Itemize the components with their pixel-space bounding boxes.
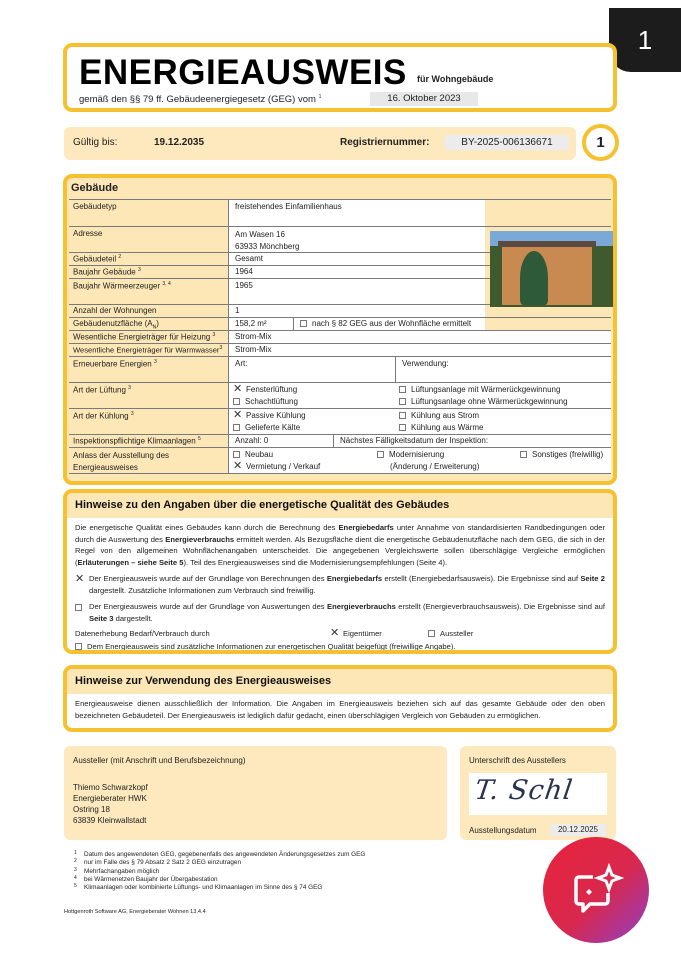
checkbox-icon bbox=[233, 398, 240, 405]
text: Energiebedarfs bbox=[338, 523, 394, 532]
text: Anlass der Ausstellung des bbox=[73, 451, 170, 460]
text: Der Energieausweis wurde auf der Grundlage von Berechnungen des bbox=[89, 574, 327, 583]
checkbox[interactable] bbox=[300, 320, 307, 327]
label bbox=[69, 448, 229, 473]
issuer-label: Aussteller (mit Anschrift und Berufsbezeichnung) bbox=[73, 756, 246, 765]
footnote-ref: 1 bbox=[318, 94, 322, 100]
checked-x-icon: ✕ bbox=[330, 627, 340, 639]
ventilation-options bbox=[229, 383, 611, 408]
row-building-type bbox=[69, 199, 611, 226]
text bbox=[576, 877, 608, 911]
option-issuer[interactable] bbox=[428, 628, 473, 640]
text: 5 bbox=[197, 436, 201, 442]
checkbox-icon bbox=[75, 643, 82, 650]
text: 3 bbox=[74, 866, 77, 873]
text: Energieverbrauchs bbox=[327, 602, 396, 611]
issuer-address bbox=[73, 782, 148, 826]
section-title: Hinweise zur Verwendung des Energieausweises bbox=[67, 669, 613, 694]
renewables-use: Verwendung: bbox=[396, 357, 611, 382]
text: Schachtlüftung bbox=[245, 397, 298, 406]
value: 1 bbox=[229, 305, 485, 317]
label bbox=[69, 357, 229, 382]
option-additional-info[interactable] bbox=[67, 641, 613, 654]
value: freistehendes Einfamilienhaus bbox=[229, 200, 485, 226]
page-indicator: 1 bbox=[582, 124, 619, 161]
label bbox=[69, 266, 229, 278]
text: 1 bbox=[74, 850, 77, 856]
checkbox-icon bbox=[520, 451, 527, 458]
text bbox=[586, 889, 592, 895]
signature-box bbox=[460, 746, 616, 840]
text: Vermietung / Verkauf bbox=[246, 462, 321, 471]
renewables-type: Art: bbox=[229, 357, 396, 382]
row-ventilation bbox=[69, 382, 611, 408]
checked-x-icon: ✕ bbox=[233, 460, 243, 472]
usage-text: Energieausweise dienen ausschließlich der Information. Die Angaben im Energieausweis beziehen sich auf das gesamte Gebäude oder den oben bezeichneten Gebäudeteil. Der Energieausweis ist lediglich dafür gedacht, einen überschlägigen Vergleich von Gebäuden zu ermöglichen. bbox=[75, 699, 605, 720]
signature-label: Unterschrift des Ausstellers bbox=[469, 756, 566, 765]
text: Baujahr Wärmeerzeuger bbox=[73, 281, 161, 291]
text: erstellt (Energiebedarfsausweis). Die Ergebnisse sind auf bbox=[382, 574, 581, 583]
text: Die energetische Qualität eines Gebäudes kann durch die Berechnung des bbox=[75, 523, 339, 532]
text: Ostring 18 bbox=[73, 805, 110, 814]
cooling-options bbox=[229, 409, 611, 434]
text: 3 bbox=[212, 332, 216, 338]
building-photo bbox=[490, 231, 615, 307]
label: Datenerhebung Bedarf/Verbrauch durch bbox=[75, 629, 210, 638]
text: Fensterlüftung bbox=[246, 385, 298, 394]
law-reference bbox=[79, 94, 321, 105]
text: 4 bbox=[74, 874, 77, 881]
text: 3 bbox=[153, 359, 157, 365]
label bbox=[69, 409, 229, 434]
row-renewables bbox=[69, 356, 611, 382]
checkbox-icon bbox=[233, 424, 240, 431]
checkbox-icon bbox=[233, 451, 240, 458]
option-ventilation-without-recovery[interactable] bbox=[399, 396, 568, 408]
checkbox-icon bbox=[428, 630, 435, 637]
section-title: Hinweise zu den Angaben über die energetische Qualität des Gebäudes bbox=[67, 493, 613, 518]
text: Energiebedarfs bbox=[326, 574, 383, 583]
text: Erläuterungen – siehe Seite 5 bbox=[77, 557, 184, 567]
option-cooling-heat[interactable] bbox=[399, 422, 483, 434]
modernisation-note: (Änderung / Erweiterung) bbox=[390, 462, 480, 471]
text: 2 bbox=[118, 254, 122, 260]
text: Neubau bbox=[245, 450, 274, 459]
text: Energieverbrauchs bbox=[165, 534, 235, 544]
text: Klimaanlagen oder kombinierte Lüftungs- und Klimaanlagen im Sinne des § 74 GEG bbox=[84, 884, 323, 892]
text: Seite 3 bbox=[89, 613, 114, 623]
footnote bbox=[74, 868, 365, 876]
text: Art der Lüftung bbox=[73, 385, 126, 395]
text: unter Annahme von standardisierten Randbedingungen oder durch die Auswertung des bbox=[75, 523, 605, 544]
option-passive-cooling[interactable] bbox=[233, 410, 306, 422]
checkbox-icon bbox=[399, 386, 406, 393]
signature-text: T. Schl bbox=[472, 775, 576, 806]
text: Dem Energieausweis sind zusätzliche Informationen zur energetischen Qualität beigefügt (freiwillige Angabe). bbox=[87, 642, 456, 651]
ai-assistant-button[interactable] bbox=[543, 837, 649, 943]
document-title: ENERGIEAUSWEIS bbox=[79, 53, 407, 92]
text: 3 bbox=[130, 411, 134, 417]
street: Am Wasen 16 bbox=[235, 230, 285, 239]
section-title: Gebäude bbox=[71, 182, 119, 194]
row-heating-carrier bbox=[69, 330, 611, 343]
text: Baujahr Gebäude bbox=[73, 267, 136, 277]
row-occasion bbox=[69, 447, 611, 474]
text: 2 bbox=[74, 858, 77, 865]
value: Strom-Mix bbox=[229, 344, 611, 356]
valid-until-label: Gültig bis: bbox=[73, 137, 118, 148]
text: erstellt (Energieverbrauchsausweis). Die Ergebnisse sind auf bbox=[395, 602, 605, 611]
text: Wesentliche Energieträger für Warmwasser bbox=[73, 345, 220, 355]
footnotes bbox=[74, 851, 365, 892]
label bbox=[69, 318, 229, 330]
text: Erneuerbare Energien bbox=[73, 359, 152, 369]
intro-paragraph bbox=[67, 518, 613, 572]
footnote bbox=[74, 884, 365, 892]
text: Thiemo Schwarzkopf bbox=[73, 783, 148, 792]
option-demand-certificate[interactable] bbox=[67, 572, 613, 600]
registration-label: Registriernummer: bbox=[340, 137, 430, 148]
text: Datum des angewendeten GEG, gegebenenfalls des angewendeten Änderungsgesetzes zum GEG bbox=[84, 851, 366, 858]
text: dargestellt. bbox=[113, 613, 153, 623]
text: 63839 Kleinwallstadt bbox=[73, 816, 147, 825]
page-number-badge: 1 bbox=[609, 8, 681, 72]
text: 5 bbox=[74, 883, 77, 890]
text: Kühlung aus Wärme bbox=[411, 423, 484, 432]
occasion-options bbox=[229, 448, 611, 473]
checkbox-icon bbox=[377, 451, 384, 458]
software-credit: Hottgenroth Software AG, Energieberater Wohnen 13.4.4 bbox=[64, 909, 206, 915]
text: Kühlung aus Strom bbox=[411, 411, 480, 420]
label: Anzahl der Wohnungen bbox=[69, 305, 229, 317]
issue-date: 20.12.2025 bbox=[550, 824, 606, 836]
text: Energieberater HWK bbox=[73, 794, 147, 803]
text: Wesentliche Energieträger für Heizung bbox=[73, 332, 211, 342]
option-rent-sale[interactable] bbox=[233, 461, 320, 473]
checked-x-icon: ✕ bbox=[75, 573, 85, 585]
text: dargestellt. Zusätzliche Informationen zum Verbrauch sind freiwillig. bbox=[89, 585, 316, 595]
tree-shape bbox=[520, 251, 548, 305]
text: ermittelt werden. Als Bezugsfläche dient die energetische Gebäudenutzfläche nach dem GEG, die sich in der Regel von den allgemeinen Wohnflächenangaben unterscheidet. Die angegebenen Vergleichswerte sollen überschlägige Vergleiche ermöglichen ( bbox=[75, 534, 605, 567]
issue-date-label: Ausstellungsdatum bbox=[469, 826, 537, 835]
text bbox=[598, 867, 620, 889]
option-cooling-electric[interactable] bbox=[399, 410, 479, 422]
text: Eigentümer bbox=[343, 629, 382, 638]
label bbox=[69, 253, 229, 265]
option-other[interactable] bbox=[520, 449, 603, 461]
label bbox=[69, 279, 229, 304]
row-inspection bbox=[69, 434, 611, 447]
text: Gelieferte Kälte bbox=[245, 423, 301, 432]
building-section bbox=[63, 174, 617, 485]
label bbox=[69, 383, 229, 408]
text: Lüftungsanlage ohne Wärmerückgewinnung bbox=[411, 397, 568, 406]
energy-quality-notes bbox=[63, 489, 617, 654]
text: Inspektionspflichtige Klimaanlagen bbox=[73, 436, 196, 446]
row-hot-water-carrier bbox=[69, 343, 611, 356]
text: 3 bbox=[137, 267, 141, 273]
law-date: 16. Oktober 2023 bbox=[370, 92, 478, 106]
text: Gebäudenutzfläche (A bbox=[73, 319, 153, 328]
checked-x-icon: ✕ bbox=[233, 383, 243, 395]
value: Strom-Mix bbox=[229, 331, 611, 343]
validity-bar bbox=[64, 127, 576, 160]
registration-number: BY-2025-006136671 bbox=[445, 135, 569, 150]
ac-count: Anzahl: 0 bbox=[229, 435, 334, 447]
roof-shape bbox=[498, 241, 596, 247]
checkbox-icon bbox=[75, 604, 82, 611]
text: Der Energieausweis wurde auf der Grundlage von Auswertungen des bbox=[89, 602, 328, 611]
city: 63933 Mönchberg bbox=[235, 242, 300, 251]
document-subtitle: für Wohngebäude bbox=[417, 74, 494, 84]
option-owner[interactable] bbox=[330, 628, 382, 640]
text: Seite 2 bbox=[580, 574, 605, 583]
text: 3 bbox=[219, 345, 223, 351]
signature-image bbox=[469, 773, 607, 815]
valid-until-value: 19.12.2035 bbox=[154, 137, 205, 148]
value: 1964 bbox=[229, 266, 485, 278]
option-ventilation-with-recovery[interactable] bbox=[399, 384, 560, 396]
label bbox=[69, 435, 229, 447]
text: 3 bbox=[128, 385, 131, 391]
value: Gesamt bbox=[229, 253, 485, 265]
value: 1965 bbox=[229, 279, 485, 304]
label bbox=[69, 331, 229, 343]
area-from-living-space-option[interactable] bbox=[294, 318, 485, 330]
text: Gebäudeteil bbox=[73, 254, 117, 264]
checkbox-icon bbox=[399, 424, 406, 431]
value bbox=[229, 227, 485, 252]
text: Modernisierung bbox=[389, 450, 445, 459]
text: N bbox=[152, 324, 157, 331]
checkbox-icon bbox=[399, 412, 406, 419]
text: nach § 82 GEG aus der Wohnfläche ermittelt bbox=[312, 319, 472, 328]
row-floor-area bbox=[69, 317, 611, 330]
option-consumption-certificate[interactable] bbox=[67, 600, 613, 628]
option-window-ventilation[interactable] bbox=[233, 384, 297, 396]
checkbox-icon bbox=[399, 398, 406, 405]
law-text: gemäß den §§ 79 ff. Gebäudeenergiegesetz (GEG) vom bbox=[79, 94, 316, 106]
text: Passive Kühlung bbox=[246, 411, 306, 420]
text: Sonstiges (freiwillig) bbox=[532, 450, 604, 459]
text: Art der Kühlung bbox=[73, 411, 129, 421]
data-collection-row bbox=[67, 628, 613, 641]
label bbox=[69, 344, 229, 356]
row-cooling bbox=[69, 408, 611, 434]
text: ) bbox=[156, 319, 159, 328]
option-delivered-cold[interactable] bbox=[233, 422, 300, 434]
text: Energieausweises bbox=[73, 463, 138, 472]
text: Aussteller bbox=[440, 629, 474, 638]
text: 3, 4 bbox=[162, 281, 171, 287]
usage-notes bbox=[63, 665, 617, 732]
ai-chat-sparkle-icon bbox=[543, 837, 649, 943]
issuer-box bbox=[64, 746, 447, 840]
option-shaft-ventilation[interactable] bbox=[233, 396, 298, 408]
certificate-header bbox=[63, 43, 617, 112]
text: Mehrfachangaben möglich bbox=[84, 867, 160, 875]
label: Adresse bbox=[69, 227, 229, 252]
footnote bbox=[74, 851, 365, 859]
footnote bbox=[74, 876, 365, 884]
footnote bbox=[74, 859, 365, 867]
next-inspection: Nächstes Fälligkeitsdatum der Inspektion: bbox=[334, 435, 611, 447]
label: Gebäudetyp bbox=[69, 200, 229, 226]
checked-x-icon: ✕ bbox=[233, 409, 243, 421]
option-modernisation[interactable] bbox=[377, 449, 444, 461]
text: nur im Falle des § 79 Absatz 2 Satz 2 GEG einzutragen bbox=[84, 859, 242, 867]
value: 158,2 m² bbox=[229, 318, 294, 330]
text: ). Teil des Energieausweises sind die Modernisierungsempfehlungen (Seite 4). bbox=[183, 557, 448, 567]
text: Lüftungsanlage mit Wärmerückgewinnung bbox=[411, 385, 561, 394]
text: bei Wärmenetzen Baujahr der Übergabestation bbox=[84, 875, 218, 883]
